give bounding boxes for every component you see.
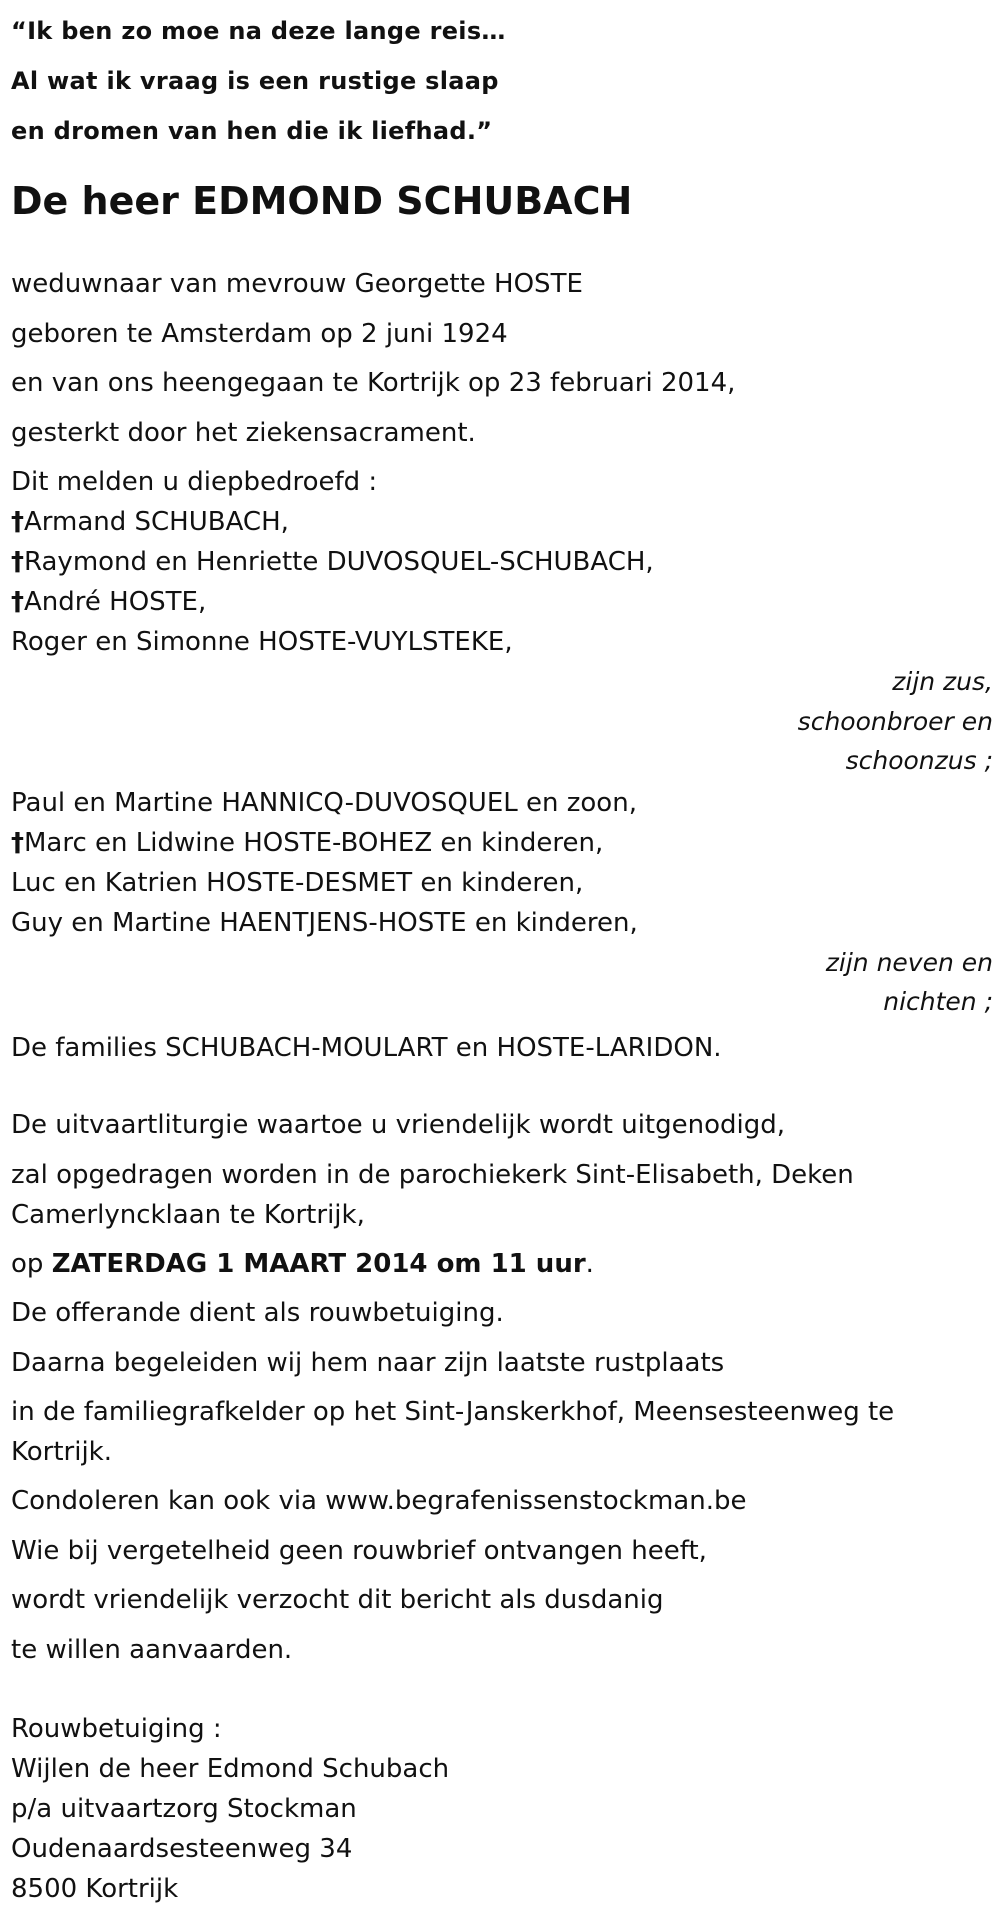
nephew-row [11,783,1000,823]
address-line: Wijlen de heer Edmond Schubach [11,1754,450,1784]
announce-line: Dit melden u diepbedroefd : [11,467,378,497]
deceased-name: De heer EDMOND SCHUBACH [11,179,633,223]
families-block [11,1028,1000,1078]
relation-line: schoonzus ; [845,746,993,775]
sibling-row [11,542,1000,582]
nephew-name: Marc en Lidwine HOSTE-BOHEZ en kinderen, [24,827,604,858]
nephew-name: Paul en Martine HANNICQ-DUVOSQUEL en zoon, [11,787,637,818]
sibling-name: Roger en Simonne HOSTE-VUYLSTEKE, [11,627,513,657]
nephew-row [11,823,1000,863]
address-line: Oudenaardsesteenweg 34 [11,1834,353,1864]
burial-line-2: in de familiegrafkelder op het Sint-Janskerkhof, Meensesteenweg te Kortrijk. [11,1397,895,1467]
poem-line-1: “Ik ben zo moe na deze lange reis… [11,17,506,45]
nephews-list [11,783,1000,943]
notice-line-3: te willen aanvaarden. [11,1634,293,1665]
address-line: 8500 Kortrijk [11,1874,179,1904]
sibling-name: Raymond en Henriette DUVOSQUEL-SCHUBACH, [24,547,654,577]
condolences-line: Condoleren kan ook via www.begrafenissenstockman.be [11,1486,747,1516]
funeral-date: ZATERDAG 1 MAART 2014 om 11 uur [51,1248,586,1279]
notice-line-2: wordt vriendelijk verzocht dit bericht als dusdanig [11,1585,664,1615]
cross-icon: † [11,547,24,577]
cross-icon: † [11,507,24,537]
sibling-row [11,582,1000,622]
relation-line: nichten ; [883,987,993,1016]
poem-line-2: Al wat ik vraag is een rustige slaap [11,67,499,95]
cross-icon: † [11,587,24,617]
nephew-row [11,903,1000,943]
nephews-relation [11,943,993,1022]
details [11,264,1000,462]
families-line: De families SCHUBACH-MOULART en HOSTE-LARIDON. [11,1032,722,1063]
relation-line: schoonbroer en [797,706,993,736]
condolence-address [11,1709,1000,1909]
burial-line-1: Daarna begeleiden wij hem naar zijn laatste rustplaats [11,1347,725,1378]
nephew-row [11,863,1000,903]
relation-line: zijn neven en [825,947,993,977]
notice-line-1: Wie bij vergetelheid geen rouwbrief ontvangen heeft, [11,1535,707,1566]
offering-line: De offerande dient als rouwbetuiging. [11,1298,504,1328]
born-line: geboren te Amsterdam op 2 juni 1924 [11,318,508,349]
relation-line: zijn zus, [892,667,993,696]
nephew-name: Guy en Martine HAENTJENS-HOSTE en kinderen, [11,907,638,938]
address-heading: Rouwbetuiging : [11,1714,222,1744]
sibling-name: André HOSTE, [24,587,207,617]
poem-line-3: en dromen van hen die ik liefhad.” [11,117,493,145]
cross-icon: † [11,827,24,858]
widower-line: weduwnaar van mevrouw Georgette HOSTE [11,269,583,299]
sibling-row [11,622,1000,662]
died-line: en van ons heengegaan te Kortrijk op 23 februari 2014, [11,368,736,398]
sibling-name: Armand SCHUBACH, [24,507,289,537]
sibling-row [11,502,1000,542]
date-line: op ZATERDAG 1 MAART 2014 om 11 uur. [11,1248,594,1279]
poem [11,6,1000,156]
sacrament-line: gesterkt door het ziekensacrament. [11,417,476,448]
funeral-block [11,1105,1000,1679]
nephew-name: Luc en Katrien HOSTE-DESMET en kinderen, [11,867,584,898]
church-line: zal opgedragen worden in de parochiekerk Sint-Elisabeth, Deken Camerlyncklaan te Kortrijk, [11,1159,854,1230]
invite-line: De uitvaartliturgie waartoe u vriendelijk wordt uitgenodigd, [11,1110,785,1140]
siblings-relation [11,662,993,781]
siblings-list [11,462,1000,662]
address-line: p/a uitvaartzorg Stockman [11,1794,357,1824]
